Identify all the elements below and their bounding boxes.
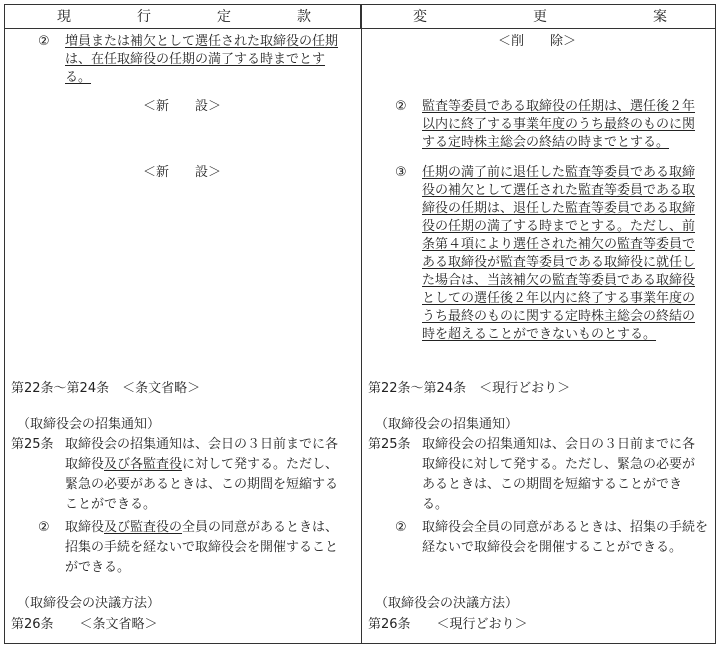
text-line: 以内に終了する事業年度のうち最終のものに関 [422, 117, 696, 132]
text-line: 取締役会の招集通知は、会日の３日前までに各 [422, 437, 696, 452]
text-line: る。 [422, 497, 449, 512]
item-number: ② [395, 520, 407, 535]
header-char: 行 [137, 9, 151, 25]
text-line [65, 456, 338, 474]
text-line: ができる。 [65, 560, 131, 575]
underlined-segment: 及び各監査役 [104, 457, 183, 472]
text-line: は、在任取締役の任期の満了する時までとす [65, 52, 326, 67]
article-number: 第25条 [11, 437, 54, 452]
item-number: ② [395, 99, 407, 114]
text-line: 取締役会の招集通知は、会日の３日前までに各 [65, 437, 339, 452]
header-char: 更 [533, 9, 547, 25]
text-segment: 取締役 [65, 520, 105, 535]
article-number: 第25条 [368, 437, 411, 452]
new-provision-note: ＜新 設＞ [143, 165, 222, 180]
text-line: 経ないで取締役会を開催することができる。 [422, 540, 683, 555]
text-line: 役の任期の満了する時までとする。ただし、前 [422, 219, 696, 234]
item-number: ② [38, 34, 50, 49]
column-divider [361, 5, 362, 643]
article-heading: 第26条 ＜条文省略＞ [11, 617, 158, 632]
section-title: （取締役会の決議方法） [375, 596, 519, 611]
text-line: 招集の手続を経ないで取締役会を開催すること [65, 540, 339, 555]
text-line: 条第４項により選任された補欠の監査等委員で [422, 237, 696, 252]
text-line: 締役の任期は、退任した監査等委員である取締 [422, 201, 696, 216]
header-char: 現 [57, 9, 71, 25]
text-line: する定時株主総会の終結の時までとする。 [422, 135, 670, 150]
text-line [65, 519, 338, 537]
new-provision-note: ＜新 設＞ [143, 99, 222, 114]
text-line: 緊急の必要があるときは、この期間を短縮する [65, 477, 339, 492]
text-segment: 全員の同意があるときは、 [182, 520, 339, 535]
deletion-note: ＜削 除＞ [498, 34, 577, 49]
item-number: ② [38, 520, 50, 535]
item-number: ③ [395, 165, 407, 180]
text-segment: 取締役 [65, 457, 105, 472]
article-heading: 第22条～第24条 ＜条文省略＞ [11, 381, 201, 396]
text-line: 取締役会全員の同意があるときは、招集の手続を [422, 520, 709, 535]
text-line: 取締役に対して発する。ただし、緊急の必要が [422, 457, 696, 472]
section-title: （取締役会の決議方法） [17, 596, 161, 611]
text-line: あるときは、この期間を短縮することができ [422, 477, 683, 492]
amendment-table [4, 4, 716, 644]
article-heading: 第26条 ＜現行どおり＞ [368, 617, 528, 632]
text-line: 役の補欠として選任された監査等委員である取 [422, 183, 696, 198]
text-line: 時を超えることができないものとする。 [422, 327, 657, 342]
text-line: としての選任後２年以内に終了する事業年度の [422, 291, 696, 306]
header-char: 款 [297, 9, 311, 25]
header-current-articles [5, 5, 361, 29]
header-proposed-changes [361, 5, 715, 29]
text-segment: に対して発する。ただし、 [182, 457, 339, 472]
underlined-segment: 及び監査役の [104, 520, 183, 535]
text-line: 任期の満了前に退任した監査等委員である取締 [422, 165, 696, 180]
text-line: ある取締役が監査等委員である取締役に就任し [422, 255, 696, 270]
section-title: （取締役会の招集通知） [17, 417, 161, 432]
text-line: 増員または補欠として選任された取締役の任期 [65, 34, 339, 49]
text-line: た場合は、当該補欠の監査等委員である取締役 [422, 273, 696, 288]
text-line: うち最終のものに関する定時株主総会の終結の [422, 309, 696, 324]
header-char: 変 [413, 9, 427, 25]
section-title: （取締役会の招集通知） [375, 417, 519, 432]
article-heading: 第22条～第24条 ＜現行どおり＞ [368, 381, 571, 396]
text-line: る。 [65, 70, 92, 85]
header-char: 定 [217, 9, 231, 25]
header-char: 案 [653, 9, 667, 25]
text-line: ことができる。 [65, 497, 157, 512]
text-line: 監査等委員である取締役の任期は、選任後２年 [422, 99, 696, 114]
